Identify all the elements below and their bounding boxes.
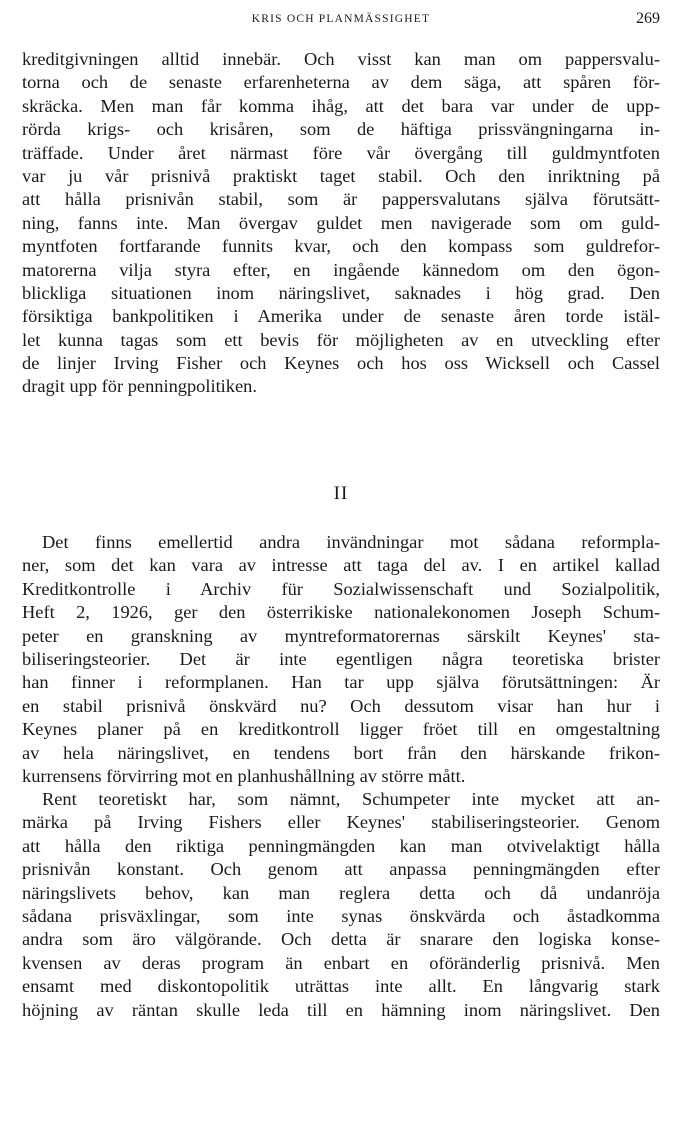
text-line: Keynes planer på en kreditkontroll ligger fröet till en omgestaltning — [22, 719, 660, 740]
text-line: rörda krigs- och krisåren, som de häftiga prissvängningarna in- — [22, 119, 660, 140]
text-line: ning, fanns inte. Man övergav guldet men navigerade som om guld- — [22, 212, 660, 233]
text-line: Kreditkontrolle i Archiv für Sozialwissenschaft und Sozialpolitik, — [22, 578, 660, 599]
text-line: märka på Irving Fishers eller Keynes' stabiliseringsteorier. Genom — [22, 812, 660, 833]
text-line: andra som äro välgörande. Och detta är snarare den logiska konse- — [22, 929, 660, 950]
text-line: skräcka. Men man får komma ihåg, att det bara var under de upp- — [22, 95, 660, 116]
text-line: blickliga situationen inom näringslivet, saknades i hög grad. Den — [22, 282, 660, 303]
text-line: ensamt med diskontopolitik uträttas inte allt. En långvarig stark — [22, 976, 660, 997]
paragraph-1 — [22, 48, 660, 399]
text-line: sådana prisväxlingar, som inte synas önskvärda och åstadkomma — [22, 905, 660, 926]
text-line: torna och de senaste erfarenheterna av dem säga, att spåren för- — [22, 72, 660, 93]
text-line: dragit upp för penningpolitiken. — [22, 376, 257, 397]
text-line: av hela näringslivet, en tendens bort från den härskande frikon- — [22, 742, 660, 763]
text-line: prisnivån konstant. Och genom att anpassa penningmängden efter — [22, 859, 660, 880]
text-line: Rent teoretiskt har, som nämnt, Schumpeter inte mycket att an- — [42, 789, 660, 809]
text-line: en stabil prisnivå önskvärd nu? Och dessutom visar han hur i — [22, 695, 660, 716]
page-number: 269 — [636, 10, 660, 27]
text-line: han finner i reformplanen. Han tar upp själva förutsättningen: Är — [22, 672, 660, 693]
paragraph-2 — [22, 531, 660, 788]
text-line: var ju vår prisnivå praktiskt taget stabil. Och den inriktning på — [22, 165, 660, 186]
text-line: att hålla prisnivån stabil, som är pappersvalutans själva förutsätt- — [22, 189, 660, 210]
text-line: peter en granskning av myntreformatorernas särskilt Keynes' sta- — [22, 625, 660, 646]
text-line: Det finns emellertid andra invändningar mot sådana reformpla- — [42, 532, 660, 552]
text-line: försiktiga bankpolitiken i Amerika under de senaste åren torde istäl- — [22, 306, 660, 327]
text-line: näringslivets behov, kan man reglera detta och då undanröja — [22, 882, 660, 903]
text-line: biliseringsteorier. Det är inte egentligen några teoretiska brister — [22, 648, 660, 669]
text-line: kreditgivningen alltid innebär. Och visst kan man om pappersvalu- — [22, 49, 660, 69]
text-line: kvensen av deras program än enbart en oföränderlig prisnivå. Men — [22, 952, 660, 973]
section-heading: II — [333, 483, 349, 504]
text-line: matorerna vilja styra efter, en ingående kännedom om den ögon- — [22, 259, 660, 280]
text-line: höjning av räntan skulle leda till en hämning inom näringslivet. Den — [22, 999, 660, 1020]
text-line: myntfoten fortfarande funnits kvar, och den kompass som guldrefor- — [22, 236, 660, 257]
running-head — [22, 8, 660, 30]
text-line: att hålla den riktiga penningmängden kan man otvivelaktigt hålla — [22, 835, 660, 856]
running-title: KRIS OCH PLANMÄSSIGHET — [251, 13, 431, 25]
paragraph-3 — [22, 788, 660, 1022]
text-line: Heft 2, 1926, ger den österrikiske nationalekonomen Joseph Schum- — [22, 602, 660, 623]
text-line: kurrensens förvirring mot en planhushållning av större mått. — [22, 765, 466, 786]
text-line: let kunna tagas som ett bevis för möjligheten av en utveckling efter — [22, 329, 660, 350]
text-line: ner, som det kan vara av intresse att taga del av. I en artikel kallad — [22, 555, 660, 576]
text-line: de linjer Irving Fisher och Keynes och hos oss Wicksell och Cassel — [22, 353, 660, 374]
text-line: träffade. Under året närmast före vår övergång till guldmyntfoten — [22, 142, 660, 163]
